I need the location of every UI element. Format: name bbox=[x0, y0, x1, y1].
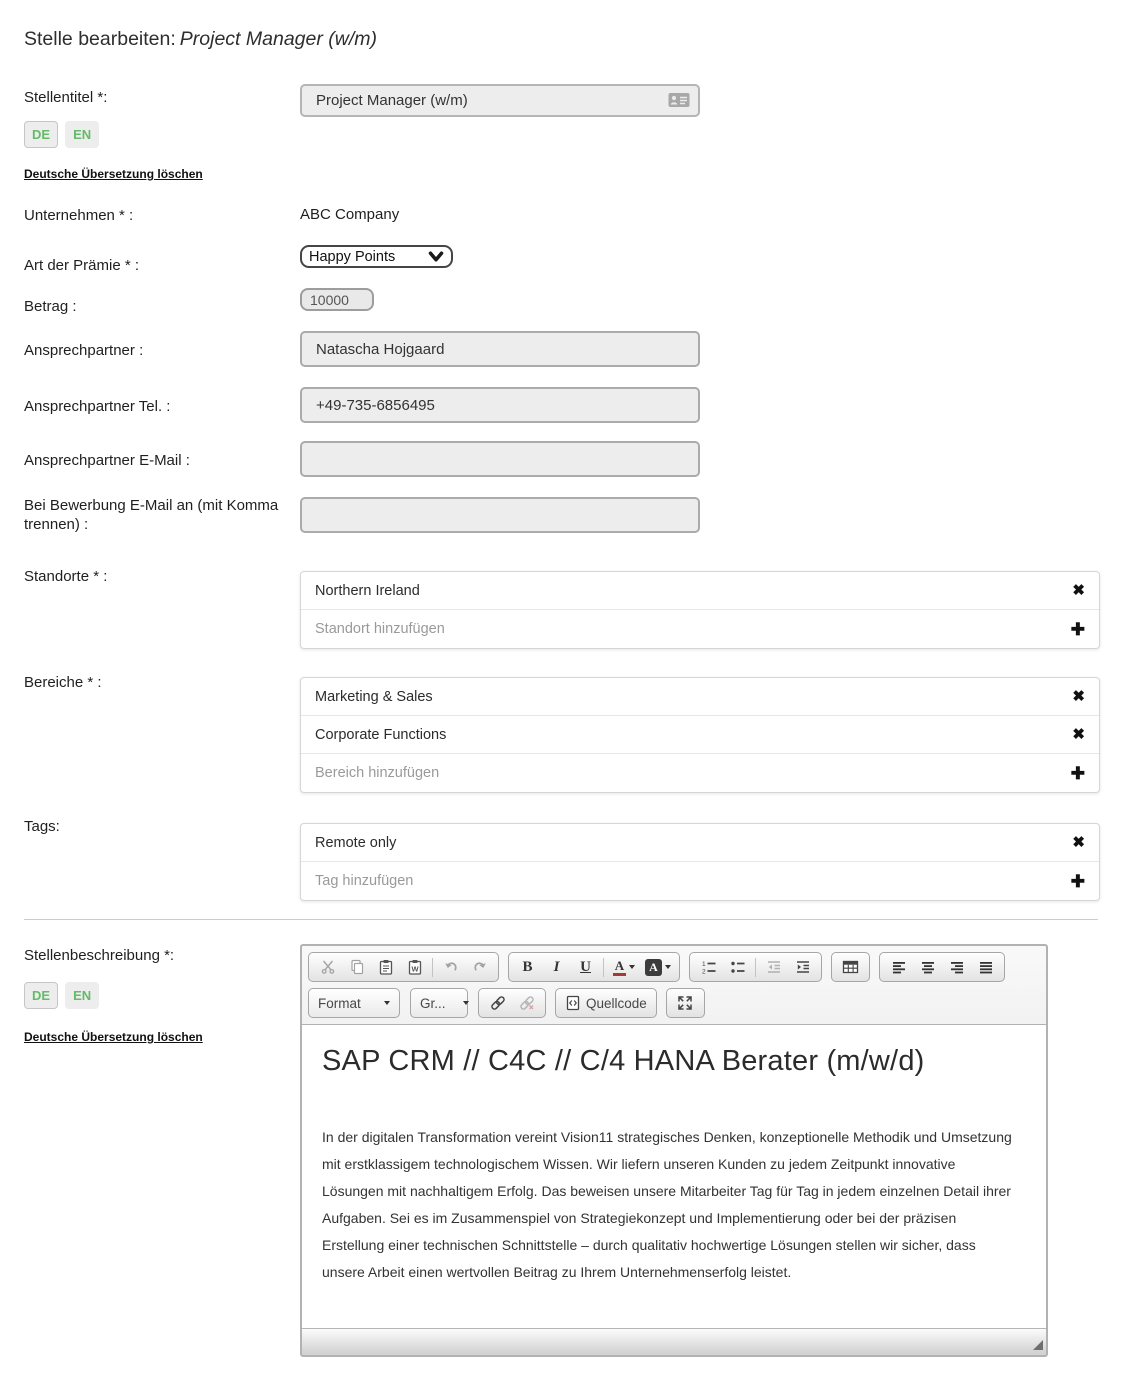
stellentitel-lang-switch bbox=[24, 121, 99, 148]
bewerbung-email-input[interactable] bbox=[300, 497, 700, 533]
stellentitel-input[interactable] bbox=[300, 84, 700, 117]
caret-down-icon bbox=[463, 1001, 469, 1005]
delete-german-translation-link[interactable]: Deutsche Übersetzung löschen bbox=[24, 1030, 203, 1044]
link-icon bbox=[490, 995, 506, 1011]
cut-icon bbox=[320, 959, 336, 975]
editor-toolbar bbox=[302, 946, 1046, 1018]
cut-button[interactable] bbox=[313, 955, 342, 979]
align-group bbox=[879, 952, 1005, 982]
background-color-button[interactable] bbox=[641, 955, 675, 979]
svg-text:2: 2 bbox=[701, 968, 706, 975]
copy-button[interactable] bbox=[342, 955, 371, 979]
undo-icon bbox=[443, 959, 459, 975]
svg-text:1: 1 bbox=[701, 961, 706, 968]
toolbar-row-1 bbox=[308, 952, 1040, 982]
outdent-button[interactable] bbox=[759, 955, 788, 979]
rich-text-editor bbox=[300, 944, 1048, 1357]
size-dropdown[interactable] bbox=[410, 988, 468, 1018]
bold-icon: B bbox=[522, 958, 533, 975]
underline-icon: U bbox=[580, 958, 591, 975]
source-code-icon bbox=[565, 995, 581, 1011]
bereiche-item-text: Marketing & Sales bbox=[315, 688, 433, 705]
unlink-button[interactable] bbox=[512, 991, 541, 1015]
bereiche-add-placeholder: Bereich hinzufügen bbox=[315, 765, 440, 781]
paste-button[interactable] bbox=[371, 955, 400, 979]
format-dropdown[interactable] bbox=[308, 988, 400, 1018]
list-indent-group bbox=[689, 952, 822, 982]
remove-icon[interactable]: ✖ bbox=[1072, 688, 1085, 705]
caret-down-icon bbox=[665, 965, 671, 969]
tags-item bbox=[301, 824, 1099, 862]
link-group bbox=[478, 988, 546, 1018]
paste-icon bbox=[378, 959, 394, 975]
numbered-list-button[interactable] bbox=[694, 955, 723, 979]
bereiche-item bbox=[301, 678, 1099, 716]
unternehmen-label: Unternehmen * : bbox=[24, 207, 134, 224]
background-color-icon: A bbox=[645, 959, 662, 976]
ansprechpartner-email-input[interactable] bbox=[300, 441, 700, 477]
remove-icon[interactable]: ✖ bbox=[1072, 726, 1085, 743]
align-left-button[interactable] bbox=[884, 955, 913, 979]
lang-en-button[interactable]: EN bbox=[65, 121, 99, 148]
bold-button[interactable] bbox=[513, 955, 542, 979]
toolbar-separator bbox=[755, 958, 756, 977]
page-title bbox=[24, 28, 377, 51]
align-justify-button[interactable] bbox=[971, 955, 1000, 979]
bullet-list-button[interactable] bbox=[723, 955, 752, 979]
ansprechpartner-input[interactable] bbox=[300, 331, 700, 367]
tags-label: Tags: bbox=[24, 818, 60, 835]
copy-icon bbox=[349, 959, 365, 975]
standorte-item-text: Northern Ireland bbox=[315, 582, 420, 599]
maximize-group bbox=[666, 988, 705, 1018]
paste-from-word-icon bbox=[407, 959, 423, 975]
lang-de-button[interactable]: DE bbox=[24, 982, 58, 1009]
bereiche-label: Bereiche * : bbox=[24, 674, 102, 691]
align-left-icon bbox=[891, 959, 907, 975]
remove-icon[interactable]: ✖ bbox=[1072, 834, 1085, 851]
indent-button[interactable] bbox=[788, 955, 817, 979]
tags-add-row[interactable] bbox=[301, 862, 1099, 900]
align-center-icon bbox=[920, 959, 936, 975]
size-dropdown-label: Gr... bbox=[420, 995, 446, 1011]
italic-icon: I bbox=[553, 958, 560, 975]
page-title-prefix: Stelle bearbeiten: bbox=[24, 28, 176, 50]
maximize-button[interactable] bbox=[671, 991, 700, 1015]
delete-german-translation-link[interactable]: Deutsche Übersetzung löschen bbox=[24, 167, 203, 181]
align-justify-icon bbox=[978, 959, 994, 975]
bereiche-item bbox=[301, 716, 1099, 754]
outdent-icon bbox=[766, 959, 782, 975]
insert-table-button[interactable] bbox=[836, 955, 865, 979]
unternehmen-value: ABC Company bbox=[300, 206, 400, 223]
undo-button[interactable] bbox=[436, 955, 465, 979]
bewerbung-email-label: Bei Bewerbung E-Mail an (mit Komma trennen) : bbox=[24, 497, 279, 533]
standorte-add-row[interactable] bbox=[301, 610, 1099, 648]
text-color-button[interactable] bbox=[607, 955, 641, 979]
ansprechpartner-email-label: Ansprechpartner E-Mail : bbox=[24, 452, 190, 469]
ansprechpartner-tel-label: Ansprechpartner Tel. : bbox=[24, 398, 171, 415]
source-button[interactable] bbox=[560, 991, 652, 1015]
tags-item-text: Remote only bbox=[315, 834, 397, 851]
bereiche-item-text: Corporate Functions bbox=[315, 726, 447, 743]
redo-button[interactable] bbox=[465, 955, 494, 979]
betrag-input[interactable] bbox=[300, 288, 374, 311]
link-button[interactable] bbox=[483, 991, 512, 1015]
svg-text:W: W bbox=[410, 964, 419, 974]
text-color-icon: A bbox=[613, 959, 626, 976]
praemie-selected-value: Happy Points bbox=[309, 248, 396, 265]
toolbar-separator bbox=[603, 958, 604, 977]
clipboard-group bbox=[308, 952, 499, 982]
standorte-add-placeholder: Standort hinzufügen bbox=[315, 621, 445, 637]
toolbar-separator bbox=[432, 958, 433, 977]
align-center-button[interactable] bbox=[913, 955, 942, 979]
source-button-label: Quellcode bbox=[586, 995, 647, 1011]
resize-handle[interactable] bbox=[1033, 1340, 1043, 1350]
toolbar-row-2 bbox=[308, 988, 1040, 1018]
bullet-list-icon bbox=[730, 959, 746, 975]
job-description-heading: SAP CRM // C4C // C/4 HANA Berater (m/w/d) bbox=[322, 1045, 925, 1077]
page-title-job: Project Manager (w/m) bbox=[179, 28, 377, 50]
add-icon[interactable]: ✚ bbox=[1070, 763, 1085, 783]
basicstyles-group bbox=[508, 952, 680, 982]
standorte-list bbox=[300, 571, 1100, 649]
redo-icon bbox=[472, 959, 488, 975]
align-right-button[interactable] bbox=[942, 955, 971, 979]
remove-icon[interactable]: ✖ bbox=[1072, 582, 1085, 599]
section-divider bbox=[24, 919, 1098, 920]
tags-list bbox=[300, 823, 1100, 901]
betrag-label: Betrag : bbox=[24, 298, 77, 315]
maximize-icon bbox=[677, 995, 693, 1011]
align-right-icon bbox=[949, 959, 965, 975]
add-icon[interactable]: ✚ bbox=[1070, 871, 1085, 891]
format-dropdown-label: Format bbox=[318, 995, 361, 1011]
editor-bottom-bar bbox=[302, 1328, 1046, 1353]
table-group bbox=[831, 952, 870, 982]
unlink-icon bbox=[519, 995, 535, 1011]
editor-content-area[interactable] bbox=[302, 1024, 1046, 1328]
table-icon bbox=[842, 959, 859, 975]
stellentitel-field-wrap bbox=[300, 84, 700, 117]
ansprechpartner-label: Ansprechpartner : bbox=[24, 342, 144, 359]
standorte-label: Standorte * : bbox=[24, 568, 108, 585]
bereiche-list bbox=[300, 677, 1100, 793]
caret-down-icon bbox=[384, 1001, 390, 1005]
ansprechpartner-tel-input[interactable] bbox=[300, 387, 700, 423]
standorte-item bbox=[301, 572, 1099, 610]
lang-de-button[interactable]: DE bbox=[24, 121, 58, 148]
beschreibung-lang-switch bbox=[24, 982, 99, 1009]
paste-from-word-button[interactable] bbox=[400, 955, 429, 979]
source-group bbox=[555, 988, 657, 1018]
numbered-list-icon bbox=[701, 959, 717, 975]
job-description-paragraph: In der digitalen Transformation vereint Vision11 strategisches Denken, konzeptionelle Methodik und Umsetzung mit erstklassigem technologischem Wissen. Wir liefern unseren Kunden zu jedem Zeitpunkt innovative Lösungen mit nachhaltigem Erfolg. Das beweisen unsere Mitarbeiter Tag für Tag in jedem einzelnen Detail ihrer Aufgaben. Sei es im Zusammenspiel von Strategiekonzept und Implementierung oder bei der präzisen Erstellung einer technischen Schnittstelle – durch qualitativ hochwertige Lösungen stellen wir sicher, dass unsere Arbeit einen wertvollen Beitrag zu Ihrem Unternehmenserfolg leistet. bbox=[322, 1129, 1012, 1280]
chevron-down-icon bbox=[428, 251, 444, 262]
lang-en-button[interactable]: EN bbox=[65, 982, 99, 1009]
indent-icon bbox=[795, 959, 811, 975]
underline-button[interactable] bbox=[571, 955, 600, 979]
stellenbeschreibung-label: Stellenbeschreibung *: bbox=[24, 947, 175, 964]
contact-card-icon bbox=[668, 92, 690, 108]
bereiche-add-row[interactable] bbox=[301, 754, 1099, 792]
italic-button[interactable] bbox=[542, 955, 571, 979]
stellentitel-label: Stellentitel *: bbox=[24, 89, 108, 106]
praemie-select[interactable] bbox=[300, 245, 453, 268]
praemie-label: Art der Prämie * : bbox=[24, 257, 140, 274]
caret-down-icon bbox=[629, 965, 635, 969]
add-icon[interactable]: ✚ bbox=[1070, 619, 1085, 639]
tags-add-placeholder: Tag hinzufügen bbox=[315, 873, 414, 889]
